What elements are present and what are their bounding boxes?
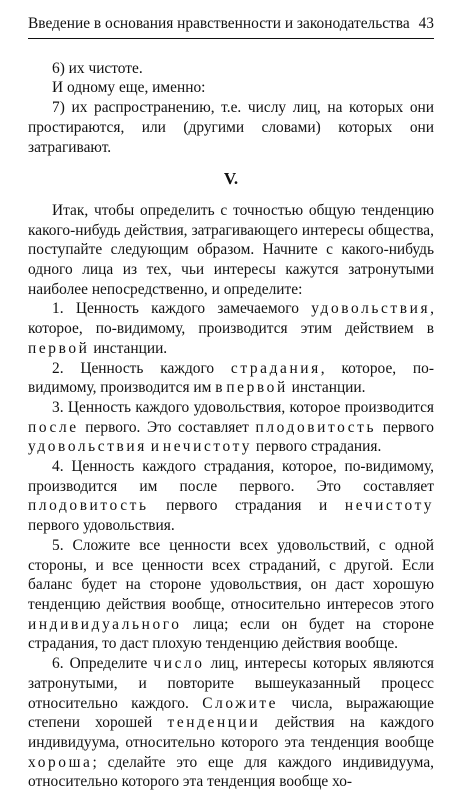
spaced-word: удовольствия — [28, 438, 147, 456]
page-number: 43 — [418, 15, 434, 32]
spaced-word: число — [153, 655, 205, 673]
spaced-word: тенденции — [167, 714, 261, 732]
paragraph-6: 6. Определите число лиц, интересы которых являются затронутыми, и повторите вышеуказанный процесс относительно каждого. Сложите числа, выражающие степени хорошей тенденции действия на каждого индивидуума, относительно которого эта тенденция вообще хороша; сделайте это еще для каждого индивидуума, относительно которого эта тенденция вообще хо- — [28, 655, 434, 791]
spaced-word: нечистоту — [344, 497, 434, 515]
running-title: Введение в основания нравственности и законодательства — [28, 15, 410, 32]
section-heading: V. — [223, 169, 239, 189]
spaced-word: первой — [28, 339, 90, 357]
spaced-word: хороша — [28, 753, 93, 771]
spaced-word: плодовитость — [255, 418, 377, 436]
paragraph-5: 5. Сложите все ценности всех удовольствий, с одной стороны, и все ценности всех страданий, с другой. Если баланс будет на стороне удовольствия, он даст хорошую тенденцию действия вообще, относительно интересов этого индивидуального лица; если он будет на стороне страдания, то даст плохую тенденцию действия вообще. — [28, 536, 434, 653]
intro-paragraph: Итак, чтобы определить с точностью общую тенденцию какого-нибудь действия, затрагивающего интересы общества, поступайте следующим образом. Начните с какого-нибудь одного лица из тех, чьи интересы кажутся затронутыми наиболее непосредственно, и определите: — [28, 201, 434, 298]
spaced-word: индивидуального — [28, 615, 182, 633]
spaced-word: Сложите — [202, 694, 279, 712]
paragraph-4: 4. Ценность каждого страдания, которое, по-видимому, производится им после первого. Это составляет плодовитость первого страдания и нечистоту первого удовольствия. — [28, 458, 434, 535]
spaced-word: нечистоту — [162, 438, 253, 456]
list-item-7: 7) их распространению, т.е. числу лиц, на которых они простираются, или (другими словами) которых они затрагивают. — [28, 99, 434, 156]
spaced-word: страдания — [230, 359, 321, 377]
list-intro-line: И одному еще, именно: — [52, 79, 206, 97]
spaced-word: удовольствия — [311, 300, 431, 318]
running-header — [28, 14, 434, 39]
list-item-6: 6) их чистоте. — [52, 59, 143, 77]
spaced-word: после — [28, 418, 79, 436]
paragraph-1: 1. Ценность каждого замечаемого удовольствия, которое, по-видимому, производится этим действием в первой инстанции. — [28, 300, 434, 357]
paragraph-3: 3. Ценность каждого удовольствия, которое производится после первого. Это составляет плодовитость первого удовольствия и нечистоту первого страдания. — [28, 398, 435, 456]
page-body — [28, 59, 434, 792]
spaced-word: плодовитость — [28, 497, 149, 515]
spaced-word: первой — [226, 379, 288, 397]
paragraph-2: 2. Ценность каждого страдания, которое, по-видимому, производится им в первой инстанции. — [28, 359, 434, 397]
